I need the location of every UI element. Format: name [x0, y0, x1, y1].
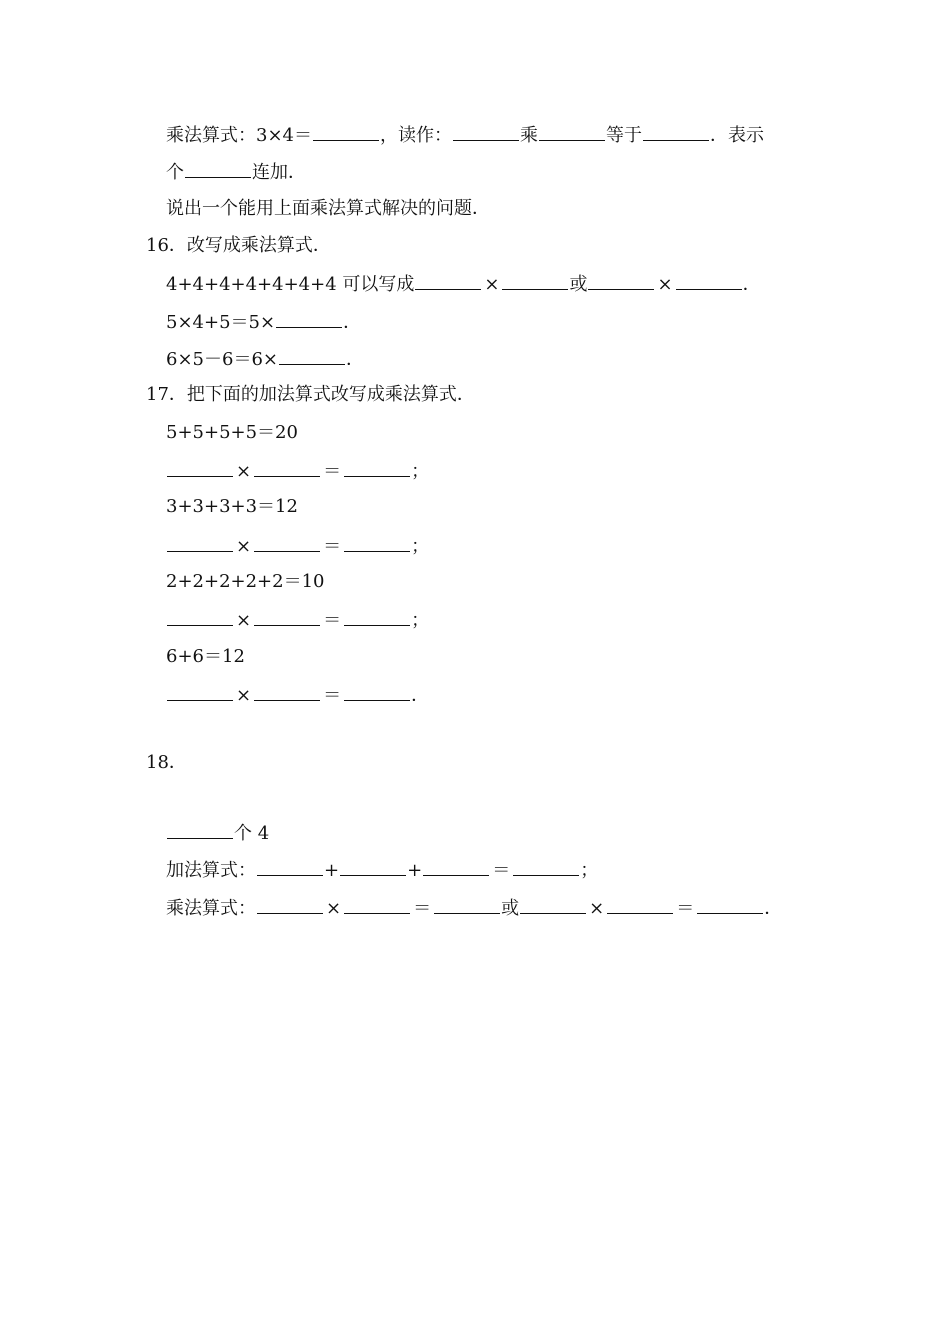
period: ．	[343, 312, 362, 333]
equals-sign: ＝	[492, 860, 511, 881]
q16-c	[166, 346, 364, 372]
period: ．	[345, 349, 364, 370]
blank[interactable]	[344, 682, 410, 701]
semi-mark: ；	[580, 860, 599, 881]
q17-answer-2	[166, 533, 429, 559]
blank[interactable]	[313, 122, 379, 141]
end-mark: ；	[411, 536, 430, 557]
q17-answer-3	[166, 607, 429, 633]
blank[interactable]	[254, 607, 320, 626]
q15-equals: 等于	[606, 125, 642, 146]
equals-sign: ＝	[323, 461, 342, 482]
mul-label: 乘法算式：	[166, 898, 256, 919]
blank[interactable]	[423, 857, 489, 876]
period: ．	[764, 898, 783, 919]
equals-sign: ＝	[676, 898, 695, 919]
q17-sum-4: 6+6＝12	[166, 646, 245, 667]
blank[interactable]	[254, 533, 320, 552]
q15-ge: 个	[166, 162, 184, 183]
q16-b	[166, 309, 361, 335]
blank[interactable]	[513, 857, 579, 876]
blank[interactable]	[502, 271, 568, 290]
plus-sign: +	[324, 860, 340, 881]
equals-sign: ＝	[323, 685, 342, 706]
equals-sign: ＝	[323, 610, 342, 631]
blank[interactable]	[676, 271, 742, 290]
q16-a-prefix: 4+4+4+4+4+4+4 可以写成	[166, 274, 415, 295]
blank[interactable]	[453, 122, 519, 141]
q18-title: 18．	[146, 752, 187, 773]
blank[interactable]	[167, 607, 233, 626]
q15-lianjia: 连加．	[252, 162, 306, 183]
times-sign: ×	[657, 274, 673, 295]
blank[interactable]	[167, 533, 233, 552]
q17-sum-3: 2+2+2+2+2＝10	[166, 571, 325, 592]
q16-title: 16．改写成乘法算式．	[146, 235, 331, 256]
blank[interactable]	[257, 857, 323, 876]
blank[interactable]	[344, 895, 410, 914]
q18-ge4-line	[166, 820, 269, 846]
blank[interactable]	[254, 682, 320, 701]
q15-line3: 说出一个能用上面乘法算式解决的问题．	[166, 198, 490, 219]
q15-line1	[166, 122, 764, 148]
blank[interactable]	[588, 271, 654, 290]
times-sign: ×	[236, 610, 252, 631]
q18-ge4: 个 4	[234, 823, 270, 844]
blank[interactable]	[254, 458, 320, 477]
times-sign: ×	[236, 461, 252, 482]
blank[interactable]	[344, 533, 410, 552]
plus-sign: +	[407, 860, 423, 881]
blank[interactable]	[697, 895, 763, 914]
equals-sign: ＝	[323, 536, 342, 557]
q17-sum-2: 3+3+3+3＝12	[166, 496, 298, 517]
or-text: 或	[501, 898, 520, 919]
times-sign: ×	[484, 274, 500, 295]
blank[interactable]	[276, 309, 342, 328]
q18-mul-line	[166, 895, 782, 921]
q17-answer-1	[166, 458, 429, 484]
or-text: 或	[569, 274, 588, 295]
blank[interactable]	[643, 122, 709, 141]
q15-prefix: 乘法算式：3×4＝	[166, 125, 312, 146]
q16-a	[166, 271, 761, 297]
blank[interactable]	[167, 682, 233, 701]
equals-sign: ＝	[413, 898, 432, 919]
end-mark: ．	[411, 685, 430, 706]
q17-title: 17．把下面的加法算式改写成乘法算式．	[146, 384, 475, 405]
blank[interactable]	[539, 122, 605, 141]
end-mark: ；	[411, 610, 430, 631]
times-sign: ×	[589, 898, 605, 919]
q17-answer-4	[166, 682, 429, 708]
blank[interactable]	[257, 895, 323, 914]
period: ．	[742, 274, 761, 295]
blank[interactable]	[344, 458, 410, 477]
q15-times: 乘	[520, 125, 538, 146]
times-sign: ×	[326, 898, 342, 919]
blank[interactable]	[279, 346, 345, 365]
blank[interactable]	[340, 857, 406, 876]
blank[interactable]	[434, 895, 500, 914]
blank[interactable]	[520, 895, 586, 914]
q15-line2	[166, 159, 306, 185]
q16-c-prefix: 6×5－6＝6×	[166, 349, 278, 370]
times-sign: ×	[236, 685, 252, 706]
q18-add-line	[166, 857, 598, 883]
blank[interactable]	[415, 271, 481, 290]
blank[interactable]	[185, 159, 251, 178]
blank[interactable]	[167, 820, 233, 839]
add-label: 加法算式：	[166, 860, 256, 881]
q15-read: ，读作：	[380, 125, 452, 146]
q17-sum-1: 5+5+5+5＝20	[166, 422, 298, 443]
q16-b-prefix: 5×4+5＝5×	[166, 312, 276, 333]
times-sign: ×	[236, 536, 252, 557]
end-mark: ；	[411, 461, 430, 482]
blank[interactable]	[607, 895, 673, 914]
q15-means: ．表示	[710, 125, 764, 146]
blank[interactable]	[344, 607, 410, 626]
blank[interactable]	[167, 458, 233, 477]
